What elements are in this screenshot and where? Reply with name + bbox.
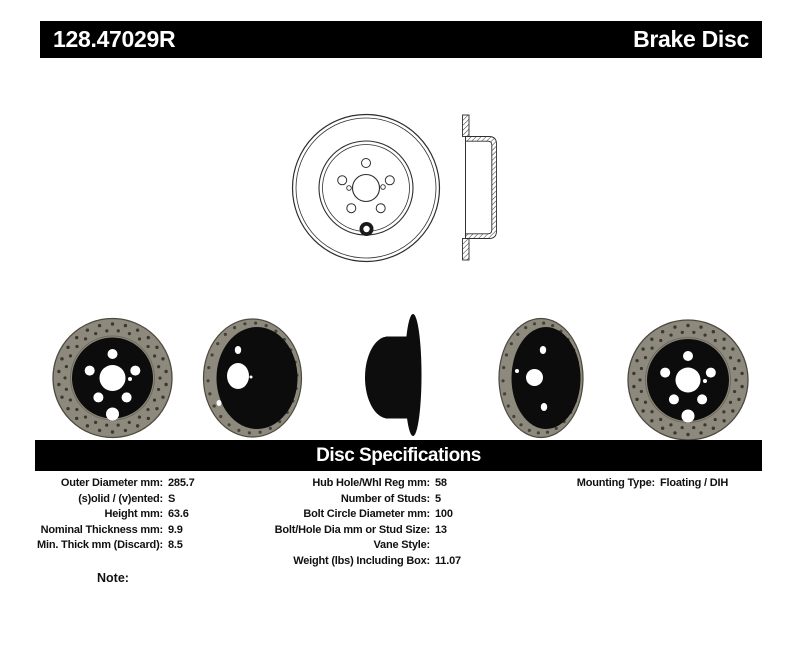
spec-row [20, 476, 195, 492]
product-photos-row [0, 300, 800, 450]
drill-hole [207, 366, 210, 369]
drill-hole [157, 388, 160, 391]
spec-row [480, 476, 728, 492]
drill-hole [210, 353, 213, 356]
spec-value: 63.6 [168, 508, 189, 521]
drill-hole [731, 409, 734, 412]
drill-hole [661, 330, 664, 333]
drill-hole [651, 347, 654, 350]
drill-hole [669, 423, 672, 426]
drill-hole [75, 336, 78, 339]
spec-label: Weight (lbs) Including Box: [293, 554, 430, 567]
drill-hole [502, 366, 505, 369]
spec-label: Min. Thick mm (Discard): [37, 539, 163, 552]
drill-hole [551, 324, 554, 327]
drill-hole [138, 416, 141, 419]
drill-hole [66, 346, 69, 349]
rotor-photo-angled-left [204, 319, 302, 437]
drill-hole [75, 417, 78, 420]
drill-hole [86, 328, 89, 331]
spec-column-left [20, 476, 195, 554]
drill-hole [84, 337, 87, 340]
drill-hole [94, 332, 97, 335]
drill-hole [117, 424, 120, 427]
spec-value: Floating / DIH [660, 477, 729, 489]
drill-hole [146, 345, 149, 348]
drill-hole [714, 418, 717, 421]
drill-hole [510, 342, 513, 345]
drill-hole [147, 417, 150, 420]
spec-label: Height mm: [104, 508, 163, 521]
drill-hole [660, 368, 670, 378]
drill-hole [233, 326, 236, 329]
drill-hole [216, 342, 219, 345]
technical-drawing [270, 95, 520, 280]
drill-hole [697, 394, 707, 404]
drill-hole [519, 423, 522, 426]
rotor-photo-front [53, 319, 172, 438]
spec-label: Vane Style: [373, 539, 430, 552]
product-type-title: Brake Disc [633, 26, 749, 52]
drill-hole [669, 394, 679, 404]
drill-hole [164, 383, 167, 386]
drill-hole [533, 322, 536, 325]
spec-label: Bolt Circle Diameter mm: [303, 508, 430, 521]
spec-row [240, 554, 461, 570]
spec-column-middle [240, 476, 461, 570]
spec-row [20, 507, 195, 523]
drill-hole [650, 410, 653, 413]
drill-hole [254, 322, 257, 325]
drill-hole [641, 409, 644, 412]
drill-hole [661, 427, 664, 430]
drill-hole [161, 357, 164, 360]
drill-hole [681, 331, 684, 334]
spec-row [240, 507, 461, 523]
drill-hole [60, 395, 63, 398]
spec-value: 11.07 [435, 554, 461, 567]
spec-value: 8.5 [168, 539, 183, 552]
drill-hole [158, 376, 161, 379]
drill-hole [505, 353, 508, 356]
drill-hole [85, 366, 95, 376]
drill-hole [537, 431, 540, 434]
drill-hole [105, 424, 108, 427]
drill-hole [161, 395, 164, 398]
rotor-cross-section-drawing [463, 115, 497, 260]
drill-hole [138, 337, 141, 340]
drill-hole [228, 423, 231, 426]
drill-hole [98, 429, 101, 432]
drill-hole [640, 390, 643, 393]
drill-hole [546, 431, 549, 434]
rotor-photo-front-alt [628, 320, 748, 440]
drill-hole [117, 329, 120, 332]
drill-hole [128, 421, 131, 424]
spec-row [240, 476, 461, 492]
drill-hole [69, 354, 72, 357]
drill-hole [98, 324, 101, 327]
drill-hole [712, 427, 715, 430]
spec-value: 5 [435, 492, 441, 505]
drill-hole [731, 347, 734, 350]
drill-hole [65, 365, 68, 368]
drill-hole [703, 334, 706, 337]
drill-hole [57, 383, 60, 386]
drill-hole [673, 431, 676, 434]
drill-hole [669, 333, 672, 336]
part-number: 128.47029R [53, 26, 176, 52]
drill-hole [703, 423, 706, 426]
drill-hole [692, 426, 695, 429]
drill-hole [65, 388, 68, 391]
drill-hole [733, 367, 736, 370]
drill-hole [638, 378, 641, 381]
drill-hole [683, 351, 693, 361]
drill-hole [733, 390, 736, 393]
drill-hole [635, 359, 638, 362]
rotor-photo-angled-right [499, 319, 583, 438]
drill-hole [86, 424, 89, 427]
drill-hole [632, 385, 635, 388]
spec-value: 285.7 [168, 477, 195, 489]
drill-hole [213, 404, 216, 407]
drill-hole [501, 379, 504, 382]
drill-hole [686, 324, 689, 327]
spec-row [20, 538, 195, 554]
drill-hole [644, 401, 647, 404]
rotor-photo-side-profile [365, 314, 422, 436]
drill-hole [75, 345, 78, 348]
drill-hole [632, 372, 635, 375]
drill-hole [66, 407, 69, 410]
drill-hole [63, 376, 66, 379]
drill-hole [60, 357, 63, 360]
spec-value: S [168, 492, 176, 505]
drill-hole [206, 379, 209, 382]
drill-hole [737, 398, 740, 401]
spec-value: 58 [435, 477, 447, 489]
spec-value: 13 [435, 523, 447, 536]
note-label: Note: [97, 571, 129, 585]
spec-value: 100 [435, 508, 453, 521]
drill-hole [128, 332, 131, 335]
drill-hole [130, 366, 140, 376]
drill-hole [507, 404, 510, 407]
drill-hole [122, 392, 132, 402]
drill-hole [94, 421, 97, 424]
drill-hole [153, 399, 156, 402]
spec-row [240, 523, 461, 539]
drill-hole [111, 322, 114, 325]
drill-hole [503, 392, 506, 395]
drill-hole [157, 365, 160, 368]
drill-hole [124, 429, 127, 432]
drill-hole [644, 356, 647, 359]
drill-hole [699, 325, 702, 328]
drill-hole [111, 430, 114, 433]
drill-hole [219, 415, 222, 418]
drill-hole [105, 329, 108, 332]
spec-label: Nominal Thickness mm: [40, 523, 163, 536]
spec-column-right [480, 476, 728, 492]
drill-hole [729, 356, 732, 359]
spec-label: Number of Studs: [340, 492, 430, 505]
drill-hole [57, 370, 60, 373]
drill-hole [681, 426, 684, 429]
drill-hole [714, 339, 717, 342]
drill-hole [243, 322, 246, 325]
drill-hole [108, 349, 118, 359]
drill-hole [208, 392, 211, 395]
drill-hole [84, 415, 87, 418]
spec-label: Mounting Type: [576, 477, 655, 489]
drill-hole [635, 398, 638, 401]
drill-hole [147, 336, 150, 339]
spec-row [240, 492, 461, 508]
spec-section-bar [35, 440, 762, 471]
drill-hole [737, 359, 740, 362]
drill-hole [259, 431, 262, 434]
drill-hole [248, 431, 251, 434]
spec-label: Bolt/Hole Dia mm or Stud Size: [274, 523, 430, 536]
drill-hole [269, 427, 272, 430]
drill-hole [153, 354, 156, 357]
spec-row [20, 492, 195, 508]
drill-hole [659, 418, 662, 421]
drill-hole [69, 398, 72, 401]
drill-hole [673, 325, 676, 328]
spec-label: Outer Diameter mm: [60, 477, 163, 489]
drill-hole [512, 415, 515, 418]
header-bar [40, 21, 762, 58]
drill-hole [155, 346, 158, 349]
drill-hole [224, 333, 227, 336]
drill-hole [93, 392, 103, 402]
drill-hole [740, 385, 743, 388]
drill-hole [641, 347, 644, 350]
drill-hole [155, 407, 158, 410]
drill-hole [542, 322, 545, 325]
drill-hole [136, 424, 139, 427]
drill-hole [722, 419, 725, 422]
drill-hole [686, 433, 689, 436]
drill-hole [659, 339, 662, 342]
spec-row [240, 538, 461, 554]
drill-hole [124, 324, 127, 327]
drill-hole [722, 338, 725, 341]
spec-section-title: Disc Specifications [316, 444, 481, 466]
drill-hole [692, 331, 695, 334]
drill-hole [136, 328, 139, 331]
drill-hole [146, 408, 149, 411]
spec-row [20, 523, 195, 539]
drill-hole [722, 410, 725, 413]
drill-hole [699, 431, 702, 434]
drill-hole [75, 408, 78, 411]
drill-hole [265, 324, 268, 327]
drill-hole [524, 326, 527, 329]
drill-hole [729, 401, 732, 404]
drill-hole [555, 427, 558, 430]
drill-hole [237, 429, 240, 432]
drill-hole [734, 378, 737, 381]
drill-hole [528, 429, 531, 432]
spec-label: (s)olid / (v)ented: [78, 492, 163, 505]
drill-hole [722, 347, 725, 350]
drill-hole [164, 370, 167, 373]
spec-label: Hub Hole/Whl Reg mm: [312, 477, 430, 489]
drill-hole [706, 368, 716, 378]
spec-value: 9.9 [168, 523, 183, 536]
drill-hole [516, 333, 519, 336]
drill-hole [640, 367, 643, 370]
drill-hole [740, 372, 743, 375]
rotor-front-view-drawing [293, 115, 440, 262]
drill-hole [650, 419, 653, 422]
drill-hole [650, 338, 653, 341]
drill-hole [712, 330, 715, 333]
